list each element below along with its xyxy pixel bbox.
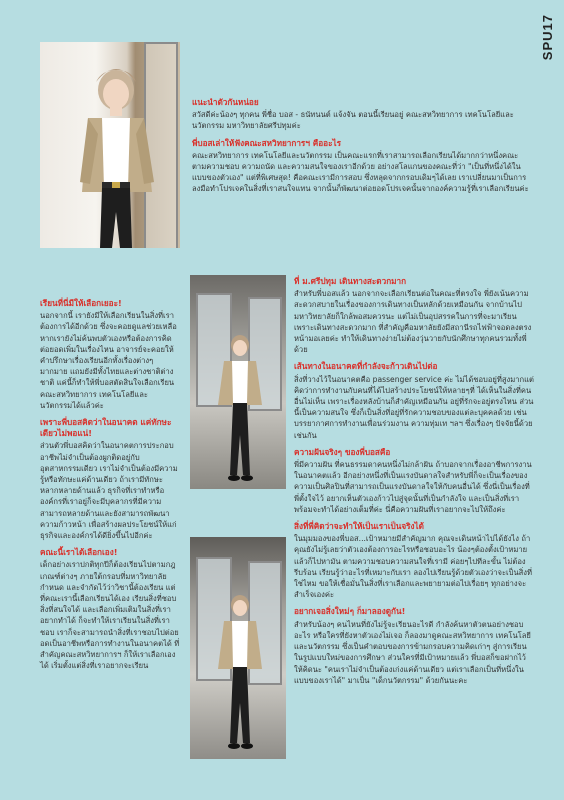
try-new-paragraph: สำหรับน้องๆ คนไหนที่ยังไม่รู้จะเรียนอะไรดี กำลังค้นหาตัวตนอย่างชอบอะไร หรือใครที่ยังหาตัวเองไม่เจอ ก็ลองมาดูคณะสหวิทยาการ เทคโนโลยีและนวัตกรรม ซึ่งเป็นคำตอบของการข้ามกรอบความคิดเก่าๆ สู่การเรียนในรูปแบบใหม่ของการศึกษา ส่วนใครที่มีเป้าหมายแล้ว พี่บอสก็ขอฝากไว้ให้คิดนะ "คนเราไม่จำเป็นต้องเก่งแค่ด้านเดียว แต่เราเลือกเป็นที่หนึ่งในแบบของเราได้" มาเป็น "เด็กนวัตกรรม" ด้วยกันนะคะ (294, 619, 531, 685)
travel-heading: ที่ ม.ศรีปทุม เดินทางสะดวกมาก (294, 276, 407, 286)
dream-paragraph: พี่มีความฝัน ที่คนธรรมดาคนหนึ่งไม่กล้าฝัน ถ้าบอกจากเรื่องอาชีพการงานในอนาคตแล้ว อีกอย่างหนึ่งที่เป็นแรงบันดาลใจสำหรับพี่ก็จะเป็นเรื่องของความเป็นศิลปินที่สามารถเป็นแรงบันดาลใจให้กับคนอื่นได้ ซึ่งนี่เป็นเรื่องที่พี่ตั้งใจไว้ อยากเห็นตัวเองก้าวไปสู่จุดนั้นที่เป็นกำลังใจ และเป็นสิ่งที่เราพร้อมจะทำได้อย่างเต็มที่ค่ะ นี่คือความฝันที่เราอยากจะไปให้ถึงค่ะ (294, 460, 532, 514)
intro-heading: แนะนำตัวกันหน่อย (192, 97, 259, 107)
try-new-heading: อยากเจอสิ่งใหม่ๆ ก็มาลองดูกัน! (294, 606, 406, 617)
dream-heading: ความฝันจริงๆ ของพี่บอสคือ (294, 446, 391, 457)
intro-paragraph: สวัสดีค่ะน้องๆ ทุกคน พี่ชื่อ บอส - ธนัทนนต์ แจ้งจัน ตอนนี้เรียนอยู่ คณะสหวิทยาการ เทคโนโลยีและนวัตกรรม มหาวิทยาลัยศรีปทุมค่ะ (192, 110, 514, 131)
left-column (40, 298, 180, 678)
photo-bottom (190, 537, 286, 759)
magazine-label: SPU17 (540, 14, 555, 61)
travel-paragraph: สำหรับพี่บอสแล้ว นอกจากจะเลือกเรียนต่อในคณะที่ตรงใจ พี่ยังเน้นความสะดวกสบายในเรื่องของการเดินทางเป็นหลักด้วยเหมือนกัน จากบ้านไปมหาวิทยาลัยก็ใกล้พอสมควรนะ แต่ไม่เป็นอุปสรรคในการที่จะมาเรียน เพราะเดินทางสะดวกมาก ที่สำคัญคือมหาลัยยังมีสถานีรถไฟฟ้าจอดลงตรงหน้ามอเลยค่ะ ทำให้เดินทางง่ายไม่ต้องวุ่นวายกับนักศึกษาทุกคนรวมทั้งพี่ด้วย (294, 289, 532, 355)
future-path-paragraph: สิ่งที่วางไว้ในอนาคตคือ passenger service ค่ะ ไม่ได้ชอบอยู่ที่สูงมากแต่คิดว่าการทำงานกับคนที่ได้ไปสร้างประโยชน์ให้หลายๆที่ ได้เห็นในสิ่งที่คนอื่นไม่เห็น เพราะเรื่องหลังบ้านก็สำคัญเหมือนกัน อยู่ที่รักจะอยู่ตรงไหน ส่วนนี้เป็นความสนใจ ซึ่งก็เป็นสิ่งที่อยู่ที่รักความชอบของแต่ละบุคคลด้วย เช่น บรรยากาศการทำงานเพื่อนร่วมงาน ความทุ่มเท ฯลฯ ซึ่งเรื่องๆ ปัจจัยนี้ด้วยเช่นกัน (294, 374, 534, 440)
faculty-heading: พี่บอสเล่าให้ฟังคณะสหวิทยาการฯ คืออะไร (192, 137, 341, 148)
make-it-real-heading: สิ่งที่พี่คิดว่าจะทำให้เป็นเราเป็นจริงได้ (294, 521, 424, 532)
photo-top (40, 42, 180, 248)
make-it-real-paragraph: ในมุมมองของพี่บอส...เป้าหมายมีสำคัญมาก คุณจะเดินหน้าไปได้ยังไง ถ้าคุณยังไม่รู้เลยว่าตัวเองต้องการอะไรหรือชอบอะไร น้องๆต้องตั้งเป้าหมายแล้วก็ไปหามัน ตามความชอบความสนใจที่เรามี ค่อยๆไปทีละขั้น ไม่ต้องรีบร้อน เรียนรู้ว่าอะไรที่เหมาะกับเรา ลองไปเรียนรู้ด้วยตัวเองว่าจะเป็นสิ่งที่ใช่ไหม ขอให้เชื่อมั่นในสิ่งที่เราเลือกและพยายามต่อไปเรื่อยๆ ทุกอย่างจะสำเร็จเองค่ะ (294, 534, 532, 600)
photo-middle (190, 275, 286, 489)
future-path-heading: เส้นทางในอนาคตที่กำลังจะก้าวเดินไปต่อ (294, 361, 438, 372)
choice-paragraph: นอกจากนี้ เรายังมีให้เลือกเรียนในสิ่งที่เราต้องการได้อีกด้วย ซึ่งจะคอยดูแลช่วยเหลือหากเรายังไม่ค้นพบตัวเองหรือต้องการคิดต่อยอดเพิ่มในเรื่องไหน อาจารย์จะคอยให้คำปรึกษาเรื่องเรียนอีกทั้งเรื่องต่างๆ มากมาย แถมยังมีทั้งไทยและต่างชาติต่างชาติ แค่นี้ก็ทำให้พี่บอสตัดสินใจเลือกเรียนคณะสหวิทยาการ เทคโนโลยีและนวัตกรรมได้แล้วค่ะ (40, 311, 177, 410)
person-figure (190, 537, 286, 759)
self-choose-paragraph: เด็กอย่างเราปกติทุกปีก็ต้องเรียนไปตามกฎเกณฑ์ต่างๆ ภายใต้กรอบที่มหาวิทยาลัยกำหนด และจำกัดไว้ว่าวิชานี้ต้องเรียน แต่ที่คณะเรานี้เลือกเรียนได้เอง เรียนสิ่งที่ชอบ สิ่งที่สนใจได้ และเลือกเพิ่มเติมในสิ่งที่เราอยากทำได้ ก็จะทำให้เราเรียนในสิ่งที่เราชอบ เราก็จะสามารถนำสิ่งที่เราชอบไปต่อยอดเป็นอาชีพหรือการทำงานในอนาคตได้ ที่สำคัญคณะสหวิทยาการฯ ก็ให้เราเลือกเองได้ เริ่มตั้งแต่สิ่งที่เราอยากจะเรียน (40, 560, 180, 671)
person-figure (190, 275, 286, 489)
self-choose-heading: คณะนี้เราได้เลือกเอง! (40, 547, 118, 558)
person-figure (40, 42, 180, 248)
choice-heading: เรียนที่นี่มีให้เลือกเยอะ! (40, 298, 122, 308)
skills-heading: เพราะพี่บอสคิดว่าในอนาคต แค่ทักษะเดียวไม่พอแน่! (40, 417, 172, 439)
intro-section (192, 97, 532, 201)
faculty-paragraph: คณะสหวิทยาการ เทคโนโลยีและนวัตกรรม เป็นคณะแรกที่เราสามารถเลือกเรียนได้มากกว่าหนึ่งคณะตามความชอบ ความถนัด และความสนใจของเราอีกด้วย อย่างสโลแกนของคณะที่ว่า "เป็นที่หนึ่งได้ในแบบของตัวเอง" แต่ที่พิเศษสุด! คือคณะเรามีการสอบ ซึ่งหลุดจากกรอบเดิมๆได้เลย เราเปลี่ยนมาเป็นการลงมือทำโปรเจคในสิ่งที่เราสนใจแทน จากนั้นก็พัฒนาต่อยอดโปรเจคนั้นจากองค์ความรู้ที่เราเลือกเรียนค่ะ (192, 150, 529, 194)
right-column (294, 276, 534, 692)
skills-paragraph: ส่วนตัวพี่บอสคิดว่าในอนาคตการประกอบอาชีพไม่จำเป็นต้องผูกติดอยู่กับอุตสาหกรรมเดียว เราไม่จำเป็นต้องมีความรู้หรือทักษะแค่ด้านเดียว ถ้าเรามีทักษะหลากหลายด้านแล้ว ธุรกิจที่เราทำหรือองค์กรที่เราอยู่ก็จะมีบุคลากรที่มีความสามารถหลายด้านและยังสามารถพัฒนาความก้าวหน้า เพื่อสร้างผลประโยชน์ให้แก่ธุรกิจและองค์กรได้ดียิ่งขึ้นไปอีกค่ะ (40, 441, 178, 541)
